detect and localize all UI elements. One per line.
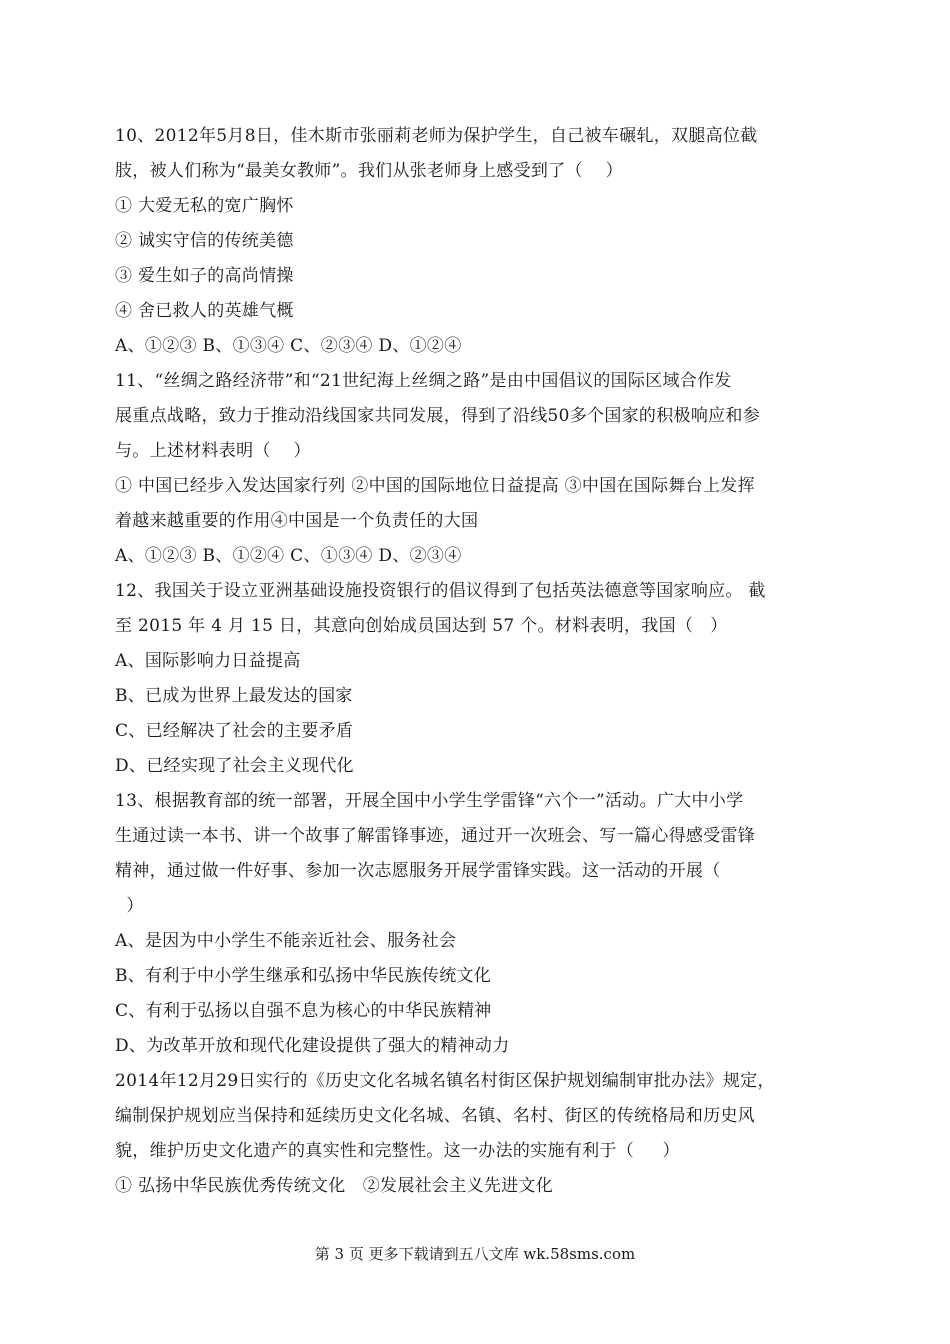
- q12-option-d: D、已经实现了社会主义现代化: [115, 756, 354, 776]
- q11-text-line-3: 与。上述材料表明（ ）: [115, 441, 311, 461]
- q10-item-2: ② 诚实守信的传统美德: [115, 231, 294, 251]
- q14-text-line-2: 编制保护规划应当保持和延续历史文化名城、名镇、名村、街区的传统格局和历史风: [115, 1106, 756, 1126]
- q11-options: A、①②③ B、①②④ C、①③④ D、②③④: [115, 546, 462, 566]
- q12-option-c: C、已经解决了社会的主要矛盾: [115, 721, 354, 741]
- q13-option-d: D、为改革开放和现代化建设提供了强大的精神动力: [115, 1036, 510, 1056]
- q11-text-line-1: 11、“丝绸之路经济带”和“21世纪海上丝绸之路”是由中国倡议的国际区域合作发: [115, 371, 732, 391]
- q13-text-line-2: 生通过读一本书、讲一个故事了解雷锋事迹，通过开一次班会、写一篇心得感受雷锋: [115, 826, 756, 846]
- q14-items-line-1: ① 弘扬中华民族优秀传统文化 ②发展社会主义先进文化: [115, 1176, 554, 1196]
- q12-text-line-2: 至 2015 年 4 月 15 日，其意向创始成员国达到 57 个。材料表明，我国（ ）: [115, 616, 728, 636]
- q13-text-line-1: 13、根据教育部的统一部署，开展全国中小学生学雷锋“六个一”活动。广大中小学: [115, 791, 744, 811]
- q11-items-line-1: ① 中国已经步入发达国家行列 ②中国的国际地位日益提高 ③中国在国际舞台上发挥: [115, 476, 755, 496]
- q13-option-b: B、有利于中小学生继承和弘扬中华民族传统文化: [115, 966, 492, 986]
- q10-options: A、①②③ B、①③④ C、②③④ D、①②④: [115, 336, 462, 356]
- q14-text-line-1: 2014年12月29日实行的《历史文化名城名镇名村街区保护规划编制审批办法》规定，: [115, 1071, 775, 1091]
- q12-option-a: A、国际影响力日益提高: [115, 651, 301, 671]
- q13-option-a: A、是因为中小学生不能亲近社会、服务社会: [115, 931, 457, 951]
- q13-text-line-4: ）: [115, 896, 144, 916]
- q13-text-line-3: 精神，通过做一件好事、参加一次志愿服务开展学雷锋实践。这一活动的开展（: [115, 861, 721, 881]
- page-footer: 第 3 页 更多下载请到五八文库 wk.58sms.com: [314, 1245, 636, 1263]
- q10-text-line-2: 肢，被人们称为“最美女教师”。我们从张老师身上感受到了（ ）: [115, 161, 623, 181]
- q11-items-line-2: 着越来越重要的作用④中国是一个负责任的大国: [115, 511, 479, 531]
- q12-option-b: B、已成为世界上最发达的国家: [115, 686, 353, 706]
- document-body: [115, 119, 835, 1204]
- q13-option-c: C、有利于弘扬以自强不息为核心的中华民族精神: [115, 1001, 492, 1021]
- q11-text-line-2: 展重点战略，致力于推动沿线国家共同发展，得到了沿线50多个国家的积极响应和参: [115, 406, 761, 426]
- q10-text-line-1: 10、2012年5月8日，佳木斯市张丽莉老师为保护学生，自己被车碾轧，双腿高位截: [115, 126, 758, 146]
- q10-item-1: ① 大爱无私的宽广胸怀: [115, 196, 294, 216]
- q10-item-4: ④ 舍已救人的英雄气概: [115, 301, 294, 321]
- q14-text-line-3: 貌，维护历史文化遗产的真实性和完整性。这一办法的实施有利于（ ）: [115, 1141, 680, 1161]
- q10-item-3: ③ 爱生如子的高尚情操: [115, 266, 294, 286]
- q12-text-line-1: 12、我国关于设立亚洲基础设施投资银行的倡议得到了包括英法德意等国家响应。 截: [115, 581, 766, 601]
